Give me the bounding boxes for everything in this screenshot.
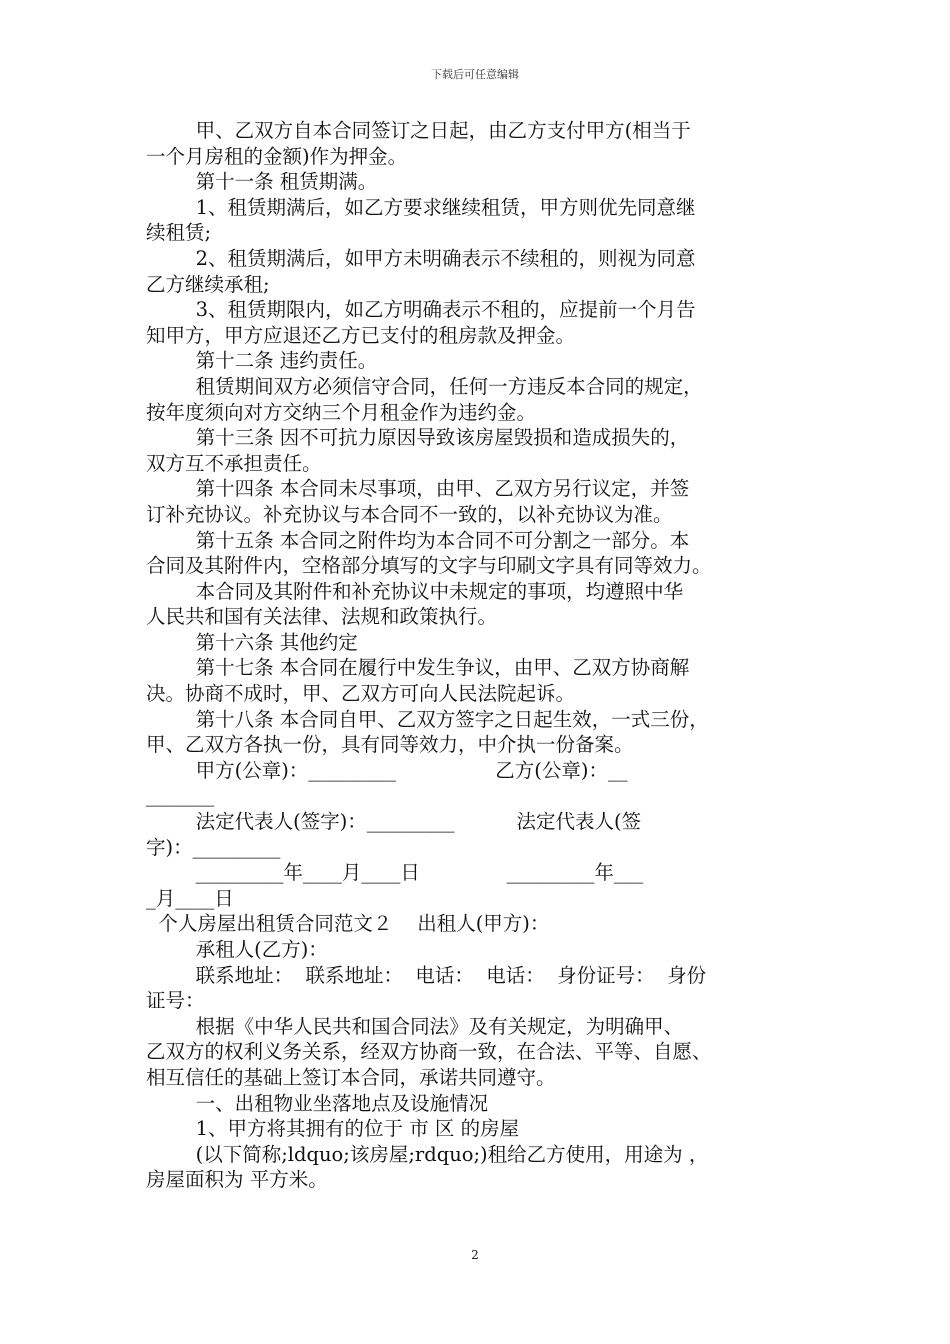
section-title: 个人房屋出租赁合同范文２ 出租人(甲方)： — [146, 912, 550, 936]
article-heading: 第十一条 租赁期满。 — [146, 170, 378, 194]
text-line: 第十五条 本合同之附件均为本合同不可分割之一部分。本 — [146, 528, 690, 552]
text-line: 证号： — [146, 989, 205, 1013]
text-line: 租赁期间双方必须信守合同，任何一方违反本合同的规定， — [146, 374, 703, 398]
text-line: 乙双方的权利义务关系，经双方协商一致，在合法、平等、自愿、 — [146, 1040, 712, 1064]
text-line: 甲、乙双方各执一份，具有同等效力，中介执一份备案。 — [146, 733, 634, 757]
text-line: 第十四条 本合同未尽事项，由甲、乙双方另行议定，并签 — [146, 477, 690, 501]
text-line: 房屋面积为 平方米。 — [146, 1168, 328, 1192]
signature-line: 甲方(公章)：_________ 乙方(公章)：__ — [146, 758, 628, 782]
date-line: _________年____月____日 _________年___ — [146, 861, 644, 885]
text-line: 按年度须向对方交纳三个月租金作为违约金。 — [146, 400, 537, 424]
text-line: 联系地址： 联系地址： 电话： 电话： 身份证号： 身份 — [146, 963, 707, 987]
text-line: 甲、乙双方自本合同签订之日起，由乙方支付甲方(相当于 — [146, 119, 691, 142]
text-line: 1、甲方将其拥有的位于 市 区 的房屋 — [146, 1117, 520, 1141]
text-line: 第十八条 本合同自甲、乙双方签字之日起生效，一式三份， — [146, 707, 709, 731]
signature-line: 法定代表人(签字)：_________ 法定代表人(签 — [146, 810, 642, 834]
document-body — [146, 118, 806, 1193]
section-heading: 一、出租物业坐落地点及设施情况 — [146, 1091, 489, 1115]
text-line: 3、租赁期限内，如乙方明确表示不租的，应提前一个月告 — [146, 298, 696, 322]
page-number: 2 — [471, 1248, 479, 1262]
article-heading: 第十六条 其他约定 — [146, 630, 358, 654]
text-line: 第十三条 因不可抗力原因导致该房屋毁损和造成损失的， — [146, 426, 690, 450]
text-line: 知甲方，甲方应退还乙方已支付的租房款及押金。 — [146, 323, 576, 347]
page-header-note: 下载后可任意编辑 — [431, 68, 519, 81]
text-line: 根据《中华人民共和国合同法》及有关规定，为明确甲、 — [146, 1014, 684, 1038]
article-heading: 第十二条 违约责任。 — [146, 349, 378, 373]
text-line: 第十七条 本合同在履行中发生争议，由甲、乙双方协商解 — [146, 656, 690, 680]
text-line: 2、租赁期满后，如甲方未明确表示不续租的，则视为同意 — [146, 246, 696, 270]
text-line: 双方互不承担责任。 — [146, 451, 322, 475]
text-line: 相互信任的基础上签订本合同，承诺共同遵守。 — [146, 1065, 556, 1089]
text-line: 订补充协议。补充协议与本合同不一致的，以补充协议为准。 — [146, 502, 673, 526]
text-line: 合同及其附件内，空格部分填写的文字与印刷文字具有同等效力。 — [146, 554, 712, 578]
signature-line: 字)：_________ — [146, 835, 281, 859]
text-line: 人民共和国有关法律、法规和政策执行。 — [146, 605, 498, 629]
text-line: 承租人(乙方)： — [146, 938, 328, 961]
date-line: _月____日 — [146, 886, 234, 910]
text-line: 续租赁; — [146, 221, 212, 245]
text-line: 一个月房租的金额)作为押金。 — [146, 144, 408, 168]
text-line: (以下简称;ldquo;该房屋;rdquo;)租给乙方使用，用途为 ， — [146, 1142, 709, 1166]
signature-line: _______ — [146, 784, 215, 808]
text-line: 决。协商不成时，甲、乙双方可向人民法院起诉。 — [146, 682, 576, 706]
text-line: 乙方继续承租; — [146, 272, 270, 296]
text-line: 本合同及其附件和补充协议中未规定的事项，均遵照中华 — [146, 579, 684, 603]
text-line: 1、租赁期满后，如乙方要求继续租赁，甲方则优先同意继 — [146, 195, 696, 219]
